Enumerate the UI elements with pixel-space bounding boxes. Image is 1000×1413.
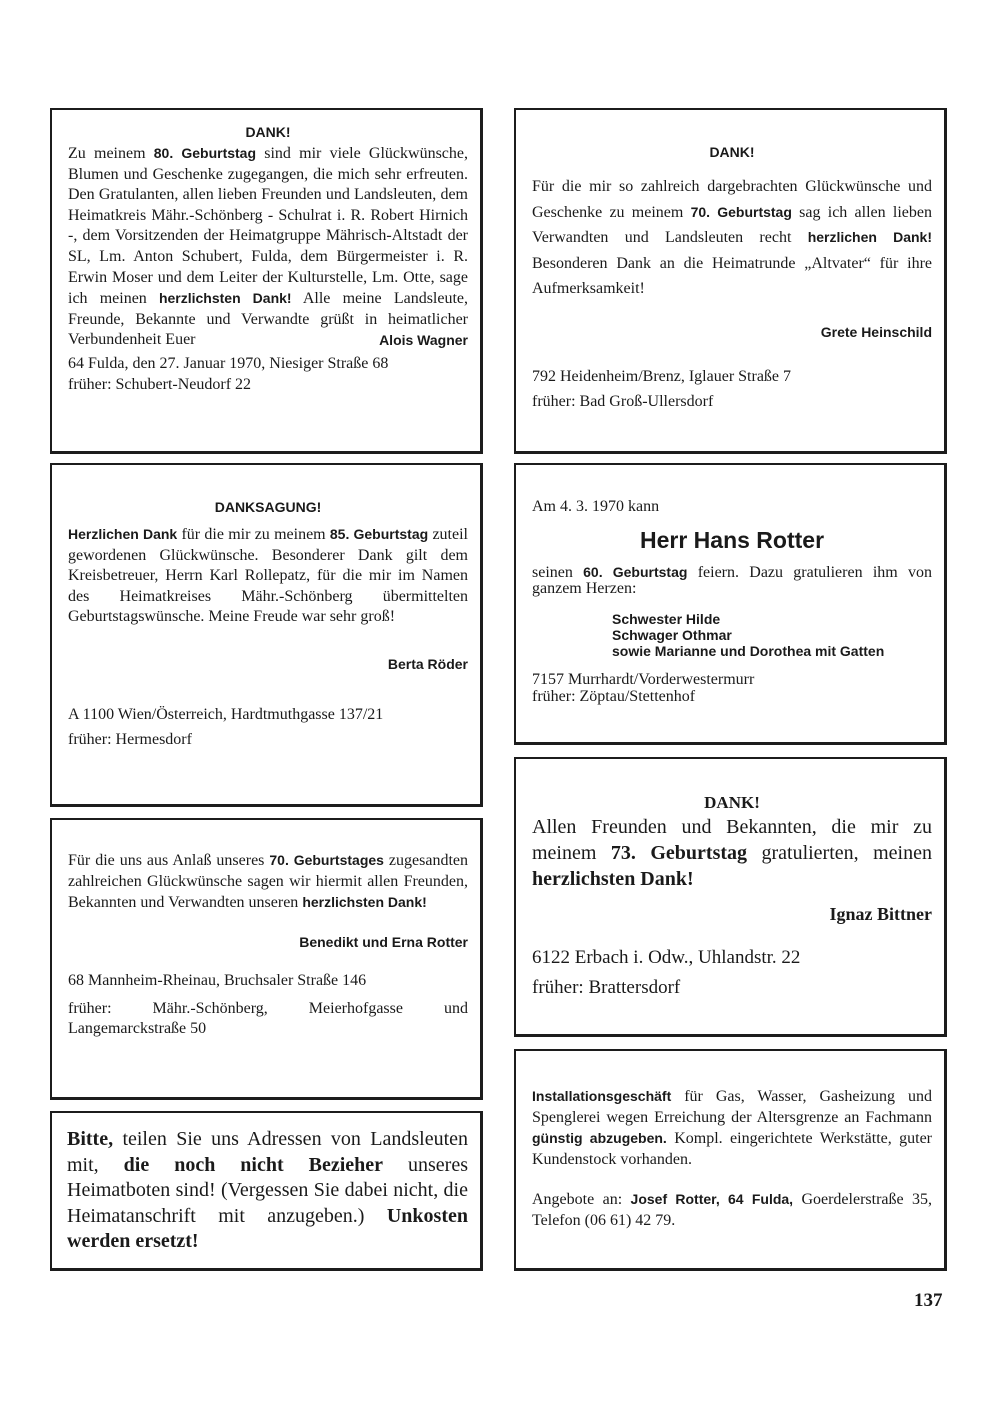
- emphasis: Unkosten werden ersetzt!: [67, 1204, 468, 1252]
- address: 792 Heidenheim/Brenz, Iglauer Straße 7: [532, 367, 792, 385]
- text: teilen Sie uns Adressen von Landsleuten mit,: [67, 1128, 468, 1176]
- ad-title: DANK!: [704, 793, 760, 812]
- text: Goerdelerstraße 35, Telefon (06 61) 42 79.: [532, 1191, 932, 1229]
- former-address: früher: Mähr.-Schönberg, Meierhofgasse und Langemarckstraße 50: [68, 999, 468, 1038]
- ad-body: [532, 174, 932, 302]
- text: Für die mir so zahlreich dargebrachten Glückwünsche und Geschenke zu meinem: [532, 178, 932, 221]
- text: Besonderen Dank an die Heimatrunde „Altvater“ für ihre Aufmerksamkeit!: [532, 254, 932, 297]
- celebrant-name: Herr Hans Rotter: [639, 527, 825, 553]
- text: zuteil gewordenen Glückwünsche. Besonderer Dank gilt dem Kreisbetreuer, Herrn Karl Rollepatz, für die mir im Namen des Heimatkreises Mähr.-Schönberg übermittelten Geburtstagswünsche. Meine Freude war sehr groß!: [68, 526, 468, 626]
- ad-body: [532, 564, 932, 597]
- intro-text: Am 4. 3. 1970 kann: [532, 498, 660, 515]
- address: 68 Mannheim-Rheinau, Bruchsaler Straße 146: [68, 971, 367, 989]
- ad-dank-grete-heinschild: [514, 108, 947, 454]
- emphasis: die noch nicht Bezieher: [123, 1153, 384, 1176]
- text: feiern. Dazu gratulieren ihm von ganzem Herzen:: [532, 564, 933, 597]
- text: seinen: [532, 564, 584, 581]
- text: zugesandten zahlreichen Glückwünsche sagen wir hiermit allen Freunden, Bekannten und Verwandten unseren: [68, 852, 469, 912]
- text: für Gas, Wasser, Gasheizung und Spenglerei wegen Erreichung der Altersgrenze an Fachmann: [532, 1088, 932, 1126]
- ad-danksagung-berta-roeder: [50, 463, 483, 807]
- emphasis: herzlichsten Dank!: [158, 290, 292, 307]
- text: unseres Heimatboten sind! (Vergessen Sie dabei nicht, die Heimatanschrift mit anzugeben.): [67, 1153, 468, 1227]
- text: sind mir viele Glückwünsche, Blumen und Geschenke zugegangen, die mich sehr erfreuten. Den Gratulanten, allen lieben Freunden und Landsleuten, dem Heimatkreis Mähr.-Schönberg - Schulrat i. R. Robert Hirnich -, dem Vorsitzenden der Heimatgruppe Mährisch-Altstadt der SL, Lm. Anton Schubert, Fulda, dem Bürgermeister i. R. Erwin Moser und dem Leiter der Kulturstelle, Lm. Otte, sage ich meinen: [68, 145, 469, 308]
- signature: Benedikt und Erna Rotter: [299, 933, 468, 950]
- emphasis: herzlichsten Dank!: [532, 868, 694, 890]
- emphasis: Installationsgeschäft: [532, 1088, 672, 1104]
- emphasis: 70. Geburtstag: [690, 203, 792, 220]
- emphasis: 70. Geburtstages: [269, 852, 384, 868]
- former-address: früher: Brattersdorf: [532, 977, 681, 998]
- page-number: 137: [914, 1290, 943, 1311]
- subscriber-notice: [50, 1111, 483, 1271]
- ad-dank-benedikt-erna-rotter: [50, 818, 483, 1100]
- ad-business-for-sale: [514, 1049, 947, 1271]
- ad-title: DANK!: [245, 124, 291, 140]
- former-address: früher: Schubert-Neudorf 22: [68, 375, 252, 393]
- text: Zu meinem: [68, 145, 154, 162]
- emphasis: Bitte,: [67, 1128, 114, 1150]
- text: gratulierten, meinen: [747, 842, 932, 864]
- emphasis: 60. Geburtstag: [583, 564, 688, 580]
- former-address: früher: Bad Groß-Ullersdorf: [532, 392, 714, 410]
- emphasis: Herzlichen Dank: [68, 526, 178, 542]
- ad-body: [68, 524, 468, 628]
- ad-dank-alois-wagner: [50, 108, 483, 454]
- ad-body: [68, 850, 468, 914]
- former-address: früher: Zöptau/Stettenhof: [532, 688, 696, 705]
- ad-title: DANK!: [709, 144, 755, 160]
- former-address: früher: Hermesdorf: [68, 730, 192, 748]
- ad-body: [532, 1086, 932, 1170]
- emphasis: Josef Rotter, 64 Fulda,: [630, 1191, 794, 1208]
- signature: Berta Röder: [387, 655, 468, 672]
- address: 64 Fulda, den 27. Januar 1970, Niesiger Straße 68: [68, 354, 389, 372]
- emphasis: 73. Geburtstag: [610, 842, 748, 864]
- address: A 1100 Wien/Österreich, Hardtmuthgasse 137/21: [68, 705, 384, 723]
- ad-body: [68, 143, 468, 351]
- address: 7157 Murrhardt/Vorderwestermurr: [532, 671, 755, 688]
- ad-title: DANKSAGUNG!: [214, 499, 322, 515]
- text: Angebote an:: [532, 1191, 631, 1209]
- congratulant: sowie Marianne und Dorothea mit Gatten: [612, 643, 885, 659]
- text: sag ich allen lieben Verwandten und Landsleuten recht: [532, 203, 933, 246]
- text: Kompl. eingerichtete Werkstätte, guter Kundenstock vorhanden.: [532, 1130, 932, 1168]
- ad-dank-ignaz-bittner: [514, 757, 947, 1037]
- emphasis: herzlichsten Dank!: [302, 894, 427, 911]
- text: Alle meine Landsleute, Freunde, Bekannte und Verwandte grüßt in heimatlicher Verbundenheit Euer: [68, 290, 469, 349]
- congratulant: Schwester Hilde: [612, 611, 721, 627]
- congratulants-list: [612, 611, 932, 659]
- signature: Ignaz Bittner: [829, 904, 932, 924]
- text: für die mir zu meinem: [177, 526, 330, 543]
- signature: Grete Heinschild: [820, 323, 932, 340]
- ad-body: [532, 814, 932, 892]
- emphasis: herzlichen Dank!: [807, 229, 932, 245]
- emphasis: 85. Geburtstag: [329, 526, 429, 542]
- emphasis: günstig abzugeben.: [532, 1130, 667, 1147]
- congratulant: Schwager Othmar: [612, 627, 732, 643]
- emphasis: 80. Geburtstag: [153, 145, 257, 161]
- signature: Alois Wagner: [379, 332, 468, 349]
- notice-text: [67, 1127, 468, 1255]
- text: Für die uns aus Anlaß unseres: [68, 852, 270, 869]
- ad-birthday-hans-rotter: [514, 463, 947, 745]
- contact-info: [532, 1189, 932, 1231]
- address: 6122 Erbach i. Odw., Uhlandstr. 22: [532, 947, 801, 968]
- text: Allen Freunden und Bekannten, die mir zu meinem: [532, 816, 932, 864]
